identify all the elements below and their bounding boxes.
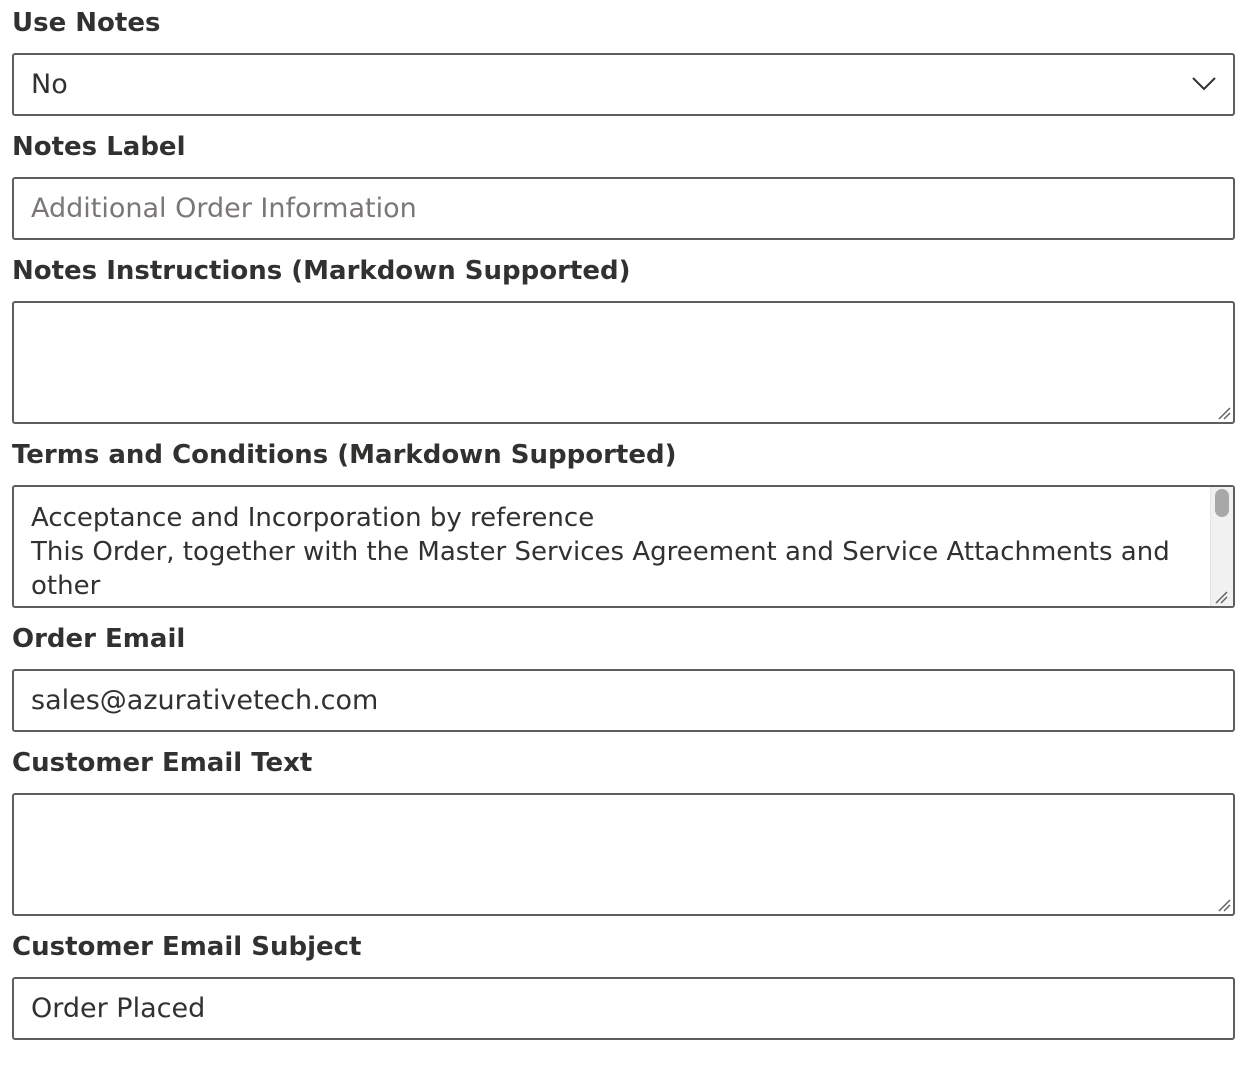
order-email-input[interactable] <box>12 669 1235 732</box>
use-notes-label: Use Notes <box>12 8 161 38</box>
notes-label-placeholder: Additional Order Information <box>31 193 417 224</box>
terms-conditions-scrollbar[interactable] <box>1210 487 1233 606</box>
resize-grip-icon[interactable] <box>1217 898 1231 912</box>
notes-label-label: Notes Label <box>12 132 186 162</box>
customer-email-subject-label: Customer Email Subject <box>12 932 362 962</box>
customer-email-subject-value: Order Placed <box>31 993 206 1024</box>
chevron-down-icon <box>1191 73 1217 93</box>
notes-label-input[interactable] <box>12 177 1235 240</box>
notes-instructions-label: Notes Instructions (Markdown Supported) <box>12 256 631 286</box>
notes-instructions-textarea[interactable] <box>12 301 1235 424</box>
terms-conditions-textarea[interactable] <box>12 485 1235 608</box>
customer-email-subject-input[interactable] <box>12 977 1235 1040</box>
order-email-label: Order Email <box>12 624 186 654</box>
customer-email-text-label: Customer Email Text <box>12 748 313 778</box>
resize-grip-icon[interactable] <box>1214 590 1228 604</box>
resize-grip-icon[interactable] <box>1217 406 1231 420</box>
notes-instructions-value <box>31 317 1205 419</box>
order-email-value: sales@azurativetech.com <box>31 685 379 716</box>
customer-email-text-value <box>31 809 1205 911</box>
use-notes-selected-value: No <box>31 69 68 100</box>
use-notes-dropdown[interactable] <box>12 53 1235 116</box>
terms-conditions-label: Terms and Conditions (Markdown Supported) <box>12 440 677 470</box>
scrollbar-thumb[interactable] <box>1215 489 1229 517</box>
terms-conditions-value: Acceptance and Incorporation by reference This Order, together with the Master Services Agreement and Service Attachments and other <box>31 503 1170 601</box>
customer-email-text-textarea[interactable] <box>12 793 1235 916</box>
